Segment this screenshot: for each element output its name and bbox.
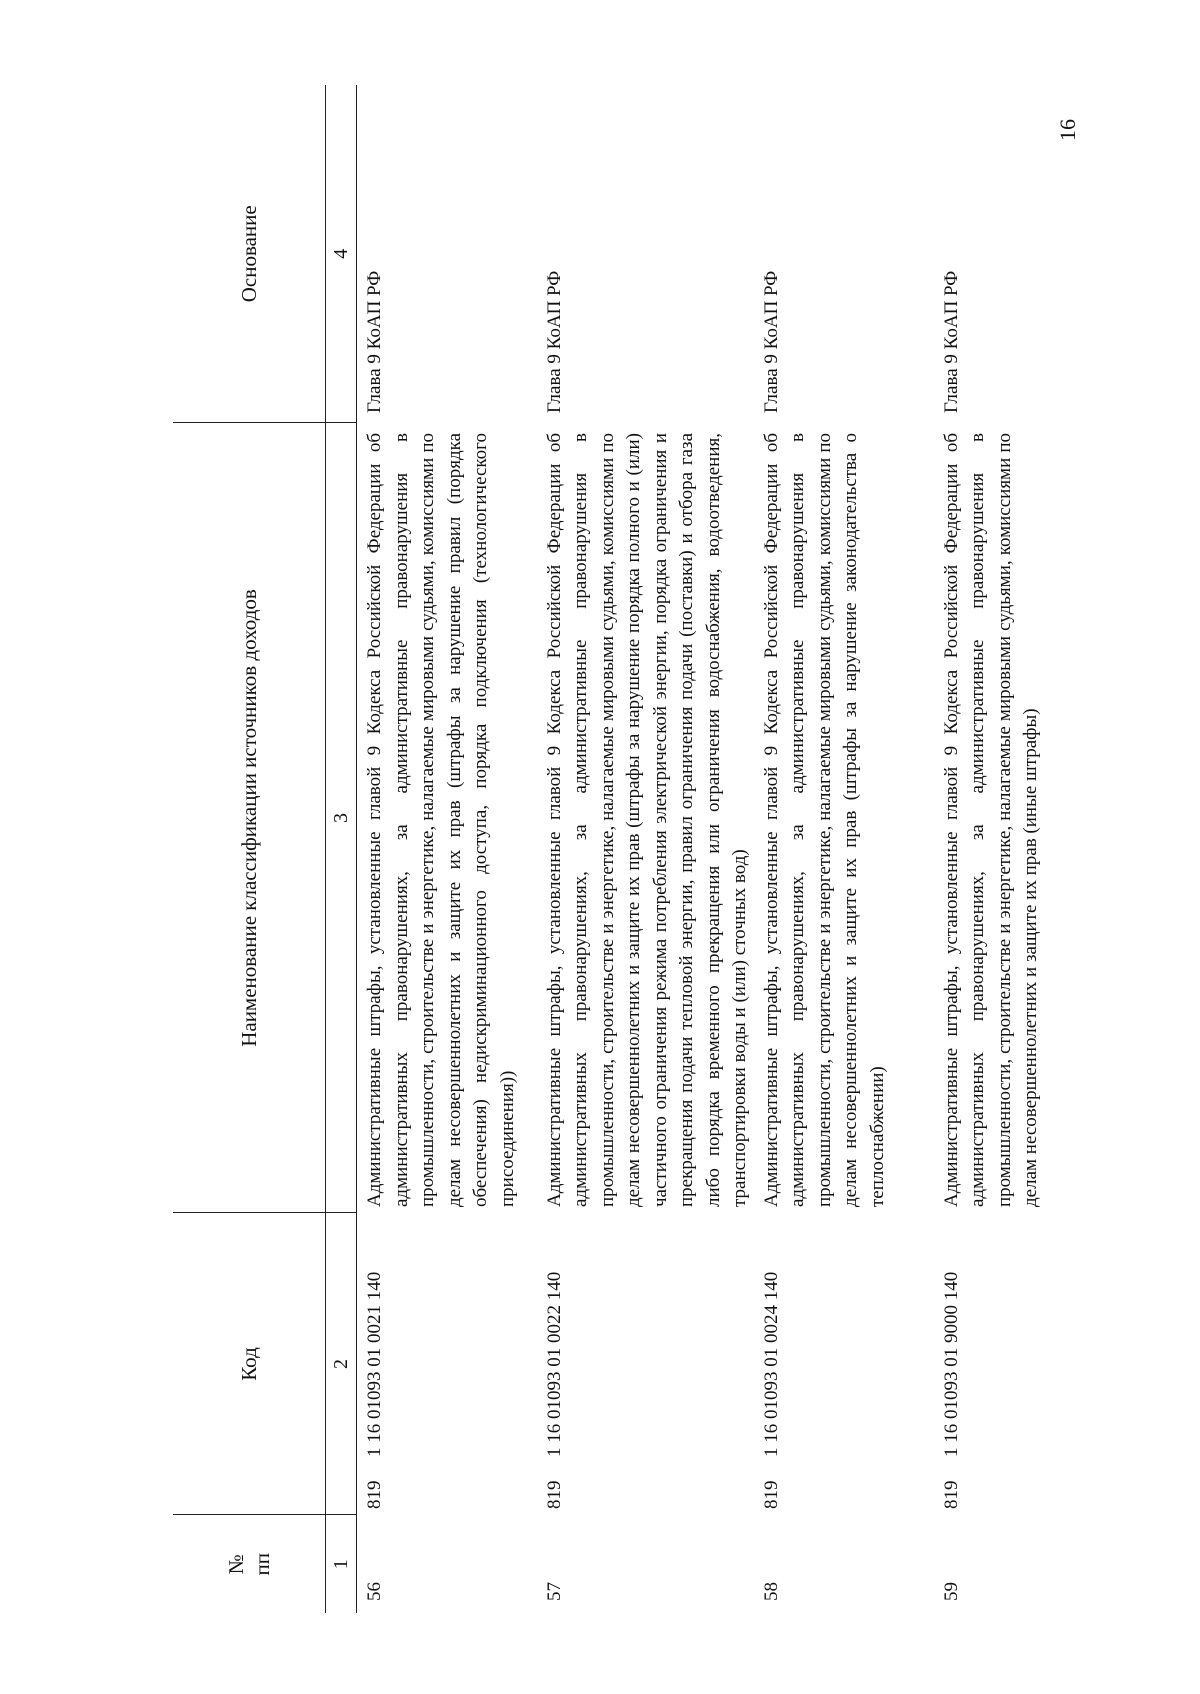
revenue-classification-table <box>173 85 1129 1613</box>
row-basis: Глава 9 КоАП РФ <box>940 270 962 413</box>
header-code: Код <box>173 1213 326 1515</box>
column-number-3: 3 <box>326 423 357 1213</box>
table-row <box>537 85 754 1613</box>
row-code <box>357 1213 537 1515</box>
row-classification-code: 1 16 01093 01 0021 140 <box>364 1271 385 1457</box>
row-code <box>754 1213 934 1515</box>
row-name: Административные штрафы, установленные главой 9 Кодекса Российской Федерации об административных правонарушениях, за административные правонарушения в промышленности, строительстве и энергетике, налагаемые мировыми судьями, комиссиями по делам несовершеннолетних и защите их прав (штрафы за нарушение законодательства о теплоснабжении) <box>760 433 888 1207</box>
row-admin-code: 819 <box>364 1480 385 1509</box>
row-admin-code: 819 <box>543 1480 565 1509</box>
row-code <box>934 1213 1129 1515</box>
row-classification-code: 1 16 01093 01 0022 140 <box>543 1271 565 1457</box>
row-number: 59 <box>940 1582 962 1601</box>
table-row <box>934 85 1129 1613</box>
row-admin-code: 819 <box>760 1480 782 1509</box>
row-number: 56 <box>364 1582 385 1601</box>
row-basis: Глава 9 КоАП РФ <box>760 270 782 413</box>
row-classification-code: 1 16 01093 01 0024 140 <box>760 1271 782 1457</box>
header-basis: Основание <box>173 85 326 423</box>
row-classification-code: 1 16 01093 01 9000 140 <box>940 1271 962 1457</box>
row-code <box>537 1213 754 1515</box>
column-number-2: 2 <box>326 1213 357 1515</box>
header-number-symbol: № <box>224 1554 248 1575</box>
row-number: 58 <box>760 1582 782 1601</box>
column-number-4: 4 <box>326 85 357 423</box>
column-number-1: 1 <box>326 1515 357 1613</box>
row-basis: Глава 9 КоАП РФ <box>364 270 385 413</box>
table-row <box>357 85 537 1613</box>
rotated-table-sheet <box>173 85 1041 1613</box>
header-name: Наименование классификации источников доходов <box>173 423 326 1213</box>
table-row <box>754 85 934 1613</box>
header-number <box>173 1515 326 1613</box>
row-name: Административные штрафы, установленные главой 9 Кодекса Российской Федерации об административных правонарушениях, за административные правонарушения в промышленности, строительстве и энергетике, налагаемые мировыми судьями, комиссиями по делам несовершеннолетних и защите их прав (штрафы за нарушение порядка полного и (или) частичного ограничения режима потребления электрической энергии, порядка ограничения и прекращения подачи тепловой энергии, правил ограничения подачи (поставки) и отбора газа либо порядка временного прекращения или ограничения водоснабжения, водоотведения, транспортировки воды и (или) сточных вод) <box>543 433 750 1207</box>
row-name: Административные штрафы, установленные главой 9 Кодекса Российской Федерации об административных правонарушениях, за административные правонарушения в промышленности, строительстве и энергетике, налагаемые мировыми судьями, комиссиями по делам несовершеннолетних и защите их прав (иные штрафы) <box>940 433 1041 1207</box>
row-name: Административные штрафы, установленные главой 9 Кодекса Российской Федерации об административных правонарушениях, за административные правонарушения в промышленности, строительстве и энергетике, налагаемые мировыми судьями, комиссиями по делам несовершеннолетних и защите их прав (штрафы за нарушение правил (порядка обеспечения) недискриминационного доступа, порядка подключения (технологического присоединения)) <box>364 433 518 1207</box>
row-basis: Глава 9 КоАП РФ <box>543 270 565 413</box>
row-admin-code: 819 <box>940 1480 962 1509</box>
page-number-text: 16 <box>1055 119 1080 141</box>
row-number: 57 <box>543 1582 565 1601</box>
header-number-abbr: пп <box>250 1553 274 1576</box>
